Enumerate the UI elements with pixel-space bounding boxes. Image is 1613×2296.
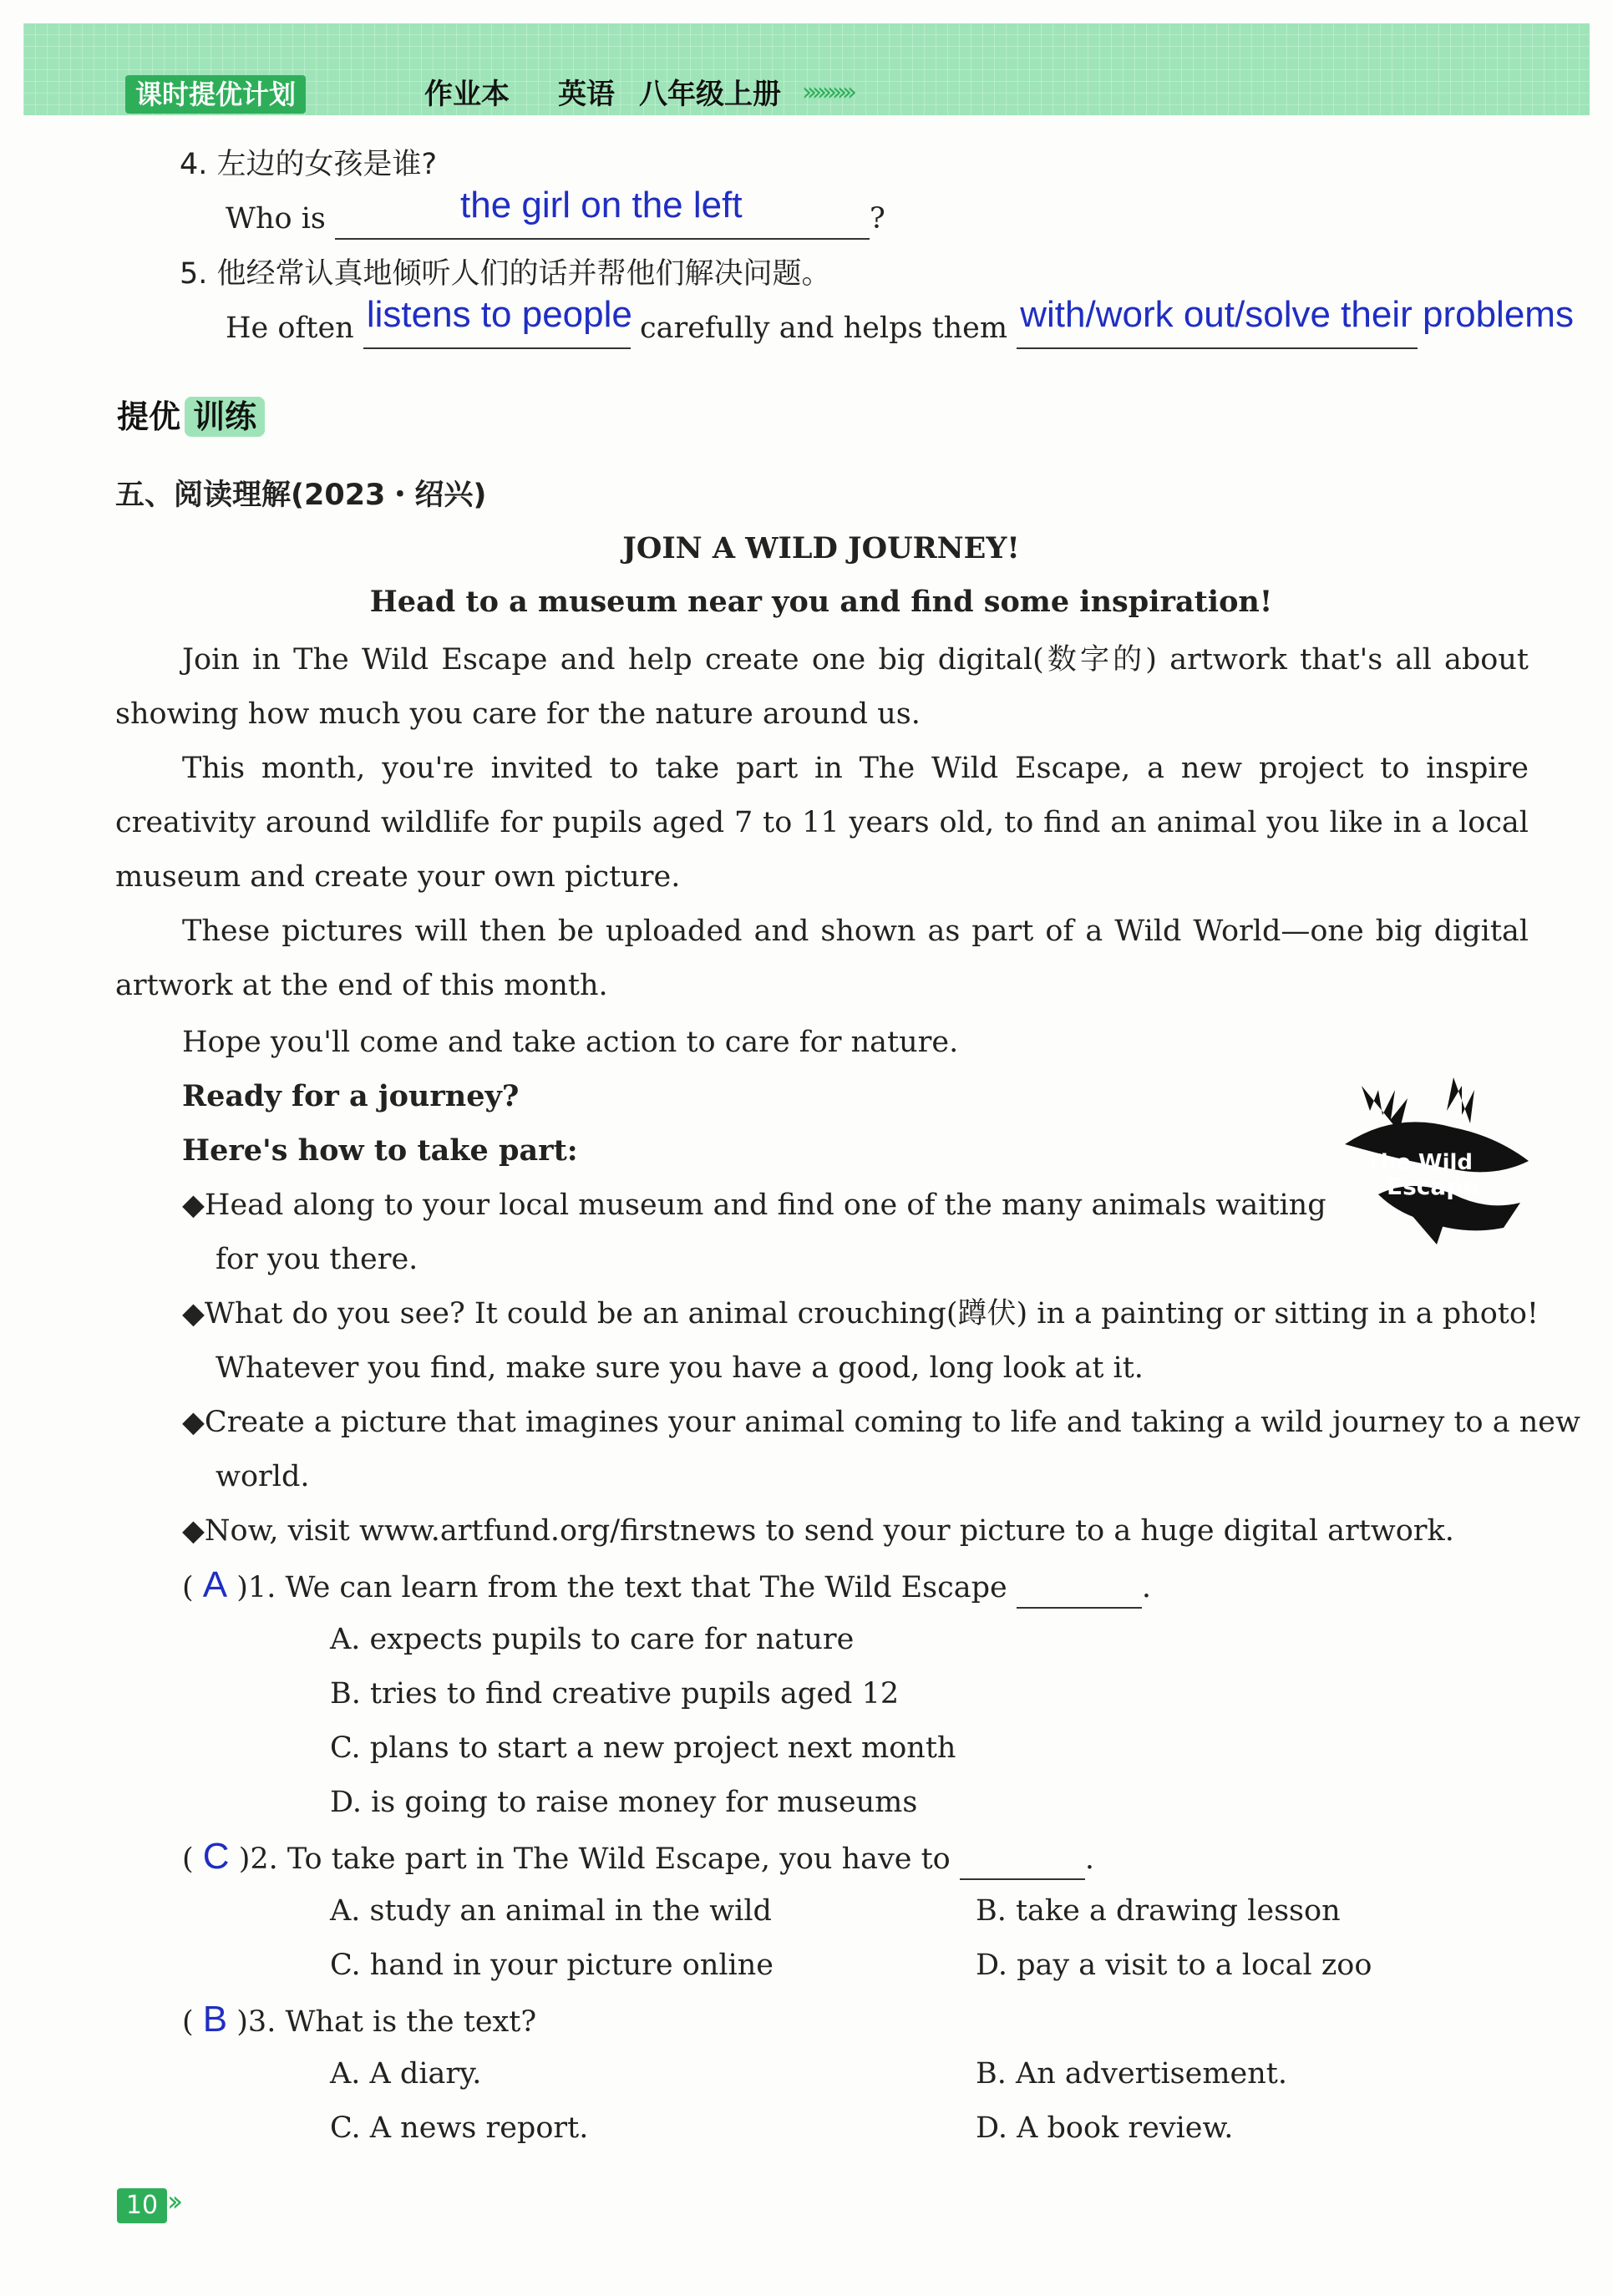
bullet-1-line-1: ◆Head along to your local museum and find one of the many animals waiting [182, 1189, 1326, 1222]
reading-heading: 五、阅读理解(2023・绍兴) [115, 479, 487, 512]
section-banner [117, 391, 265, 437]
q4-answer: the girl on the left [460, 185, 743, 226]
series-badge: 课时提优计划 [125, 75, 306, 114]
question-2-blank [960, 1842, 1085, 1880]
q3-option-b: B. An advertisement. [976, 2057, 1287, 2091]
ready-heading: Ready for a journey? [182, 1079, 520, 1113]
section-label-b: 训练 [185, 397, 265, 437]
q5-blank-1 [363, 294, 632, 349]
subject-label: 英语 [558, 78, 615, 111]
paragraph-1: Join in The Wild Escape and help create one big digital(数字的) artwork that's all about showing how much you care for the nature around us. [115, 643, 1529, 731]
question-2-stem: )2. To take part in The Wild Escape, you have to [238, 1842, 951, 1876]
grade-label: 八年级上册 [639, 78, 781, 111]
bullet-2-line-2: Whatever you find, make sure you have a good, long look at it. [216, 1351, 1144, 1385]
bullet-4: ◆Now, visit www.artfund.org/firstnews to send your picture to a huge digital artwork. [182, 1514, 1454, 1548]
bullet-1-line-2: for you there. [216, 1243, 418, 1276]
q1-option-b: B. tries to find creative pupils aged 12 [330, 1677, 900, 1711]
q3-option-d: D. A book review. [976, 2111, 1234, 2145]
question-3-answer: B [202, 1999, 228, 2040]
article-title: JOIN A WILD JOURNEY! [622, 531, 1020, 565]
q2-option-c: C. hand in your picture online [330, 1949, 774, 1982]
question-3-stem: )3. What is the text? [236, 2005, 537, 2039]
question-2-answer: C [202, 1836, 230, 1877]
q5-line [226, 294, 1574, 349]
q5-prefix: He often [226, 312, 354, 345]
q4-chinese: 4. 左边的女孩是谁? [180, 148, 438, 181]
page-number: 10 [117, 2188, 167, 2223]
bullet-3-line-1: ◆Create a picture that imagines your animal coming to life and taking a wild journey to a new [182, 1406, 1580, 1439]
q4-suffix: ? [870, 202, 885, 236]
q1-option-c: C. plans to start a new project next month [330, 1731, 956, 1765]
svg-text:The Wild: The Wild [1366, 1150, 1474, 1175]
section-label-a: 提优 [117, 398, 181, 435]
q1-option-d: D. is going to raise money for museums [330, 1786, 918, 1819]
how-heading: Here's how to take part: [182, 1133, 578, 1168]
question-1-blank [1017, 1570, 1142, 1609]
q1-option-a: A. expects pupils to care for nature [330, 1623, 855, 1656]
bullet-2-line-1: ◆What do you see? It could be an animal crouching(蹲伏) in a painting or sitting in a photo! [182, 1297, 1539, 1330]
q5-answer-1: listens to people [366, 294, 632, 335]
svg-text:Escape: Escape [1387, 1173, 1479, 1200]
question-3: ( B )3. What is the text? [182, 1999, 537, 2040]
q5-chinese: 5. 他经常认真地倾听人们的话并帮他们解决问题。 [180, 257, 831, 291]
q5-middle: carefully and helps them [640, 312, 1008, 345]
q5-answer-2: with/work out/solve their problems [1020, 294, 1574, 335]
q4-line [226, 185, 885, 240]
q2-option-d: D. pay a visit to a local zoo [976, 1949, 1372, 1982]
paragraph-2: This month, you're invited to take part in The Wild Escape, a new project to inspire creativity around wildlife for pupils aged 7 to 11 years old, to find an animal you like in a local museum and create your own picture. [115, 752, 1529, 894]
paragraph-3: These pictures will then be uploaded and shown as part of a Wild World—one big digital artwork at the end of this month. [115, 915, 1529, 1002]
q2-option-a: A. study an animal in the wild [330, 1894, 772, 1928]
header-chevrons: ›››››››››› [802, 78, 852, 107]
question-2: ( C )2. To take part in The Wild Escape, you have to . [182, 1836, 1094, 1880]
question-1: ( A )1. We can learn from the text that The Wild Escape . [182, 1564, 1151, 1609]
q5-blank-2 [1017, 294, 1574, 349]
wild-escape-logo [1328, 1069, 1545, 1253]
q3-option-a: A. A diary. [330, 2057, 482, 2091]
question-1-answer: A [202, 1564, 228, 1605]
q4-blank [335, 185, 870, 240]
q4-prefix: Who is [226, 202, 326, 236]
bullet-3-line-2: world. [216, 1460, 310, 1493]
page-chevron-icon: ›› [167, 2185, 177, 2218]
q2-option-b: B. take a drawing lesson [976, 1894, 1341, 1928]
article-subtitle: Head to a museum near you and find some inspiration! [369, 585, 1273, 619]
question-1-stem: )1. We can learn from the text that The Wild Escape [236, 1571, 1007, 1604]
q3-option-c: C. A news report. [330, 2111, 589, 2145]
workbook-label: 作业本 [424, 78, 510, 111]
paragraph-4: Hope you'll come and take action to care for nature. [182, 1026, 959, 1059]
